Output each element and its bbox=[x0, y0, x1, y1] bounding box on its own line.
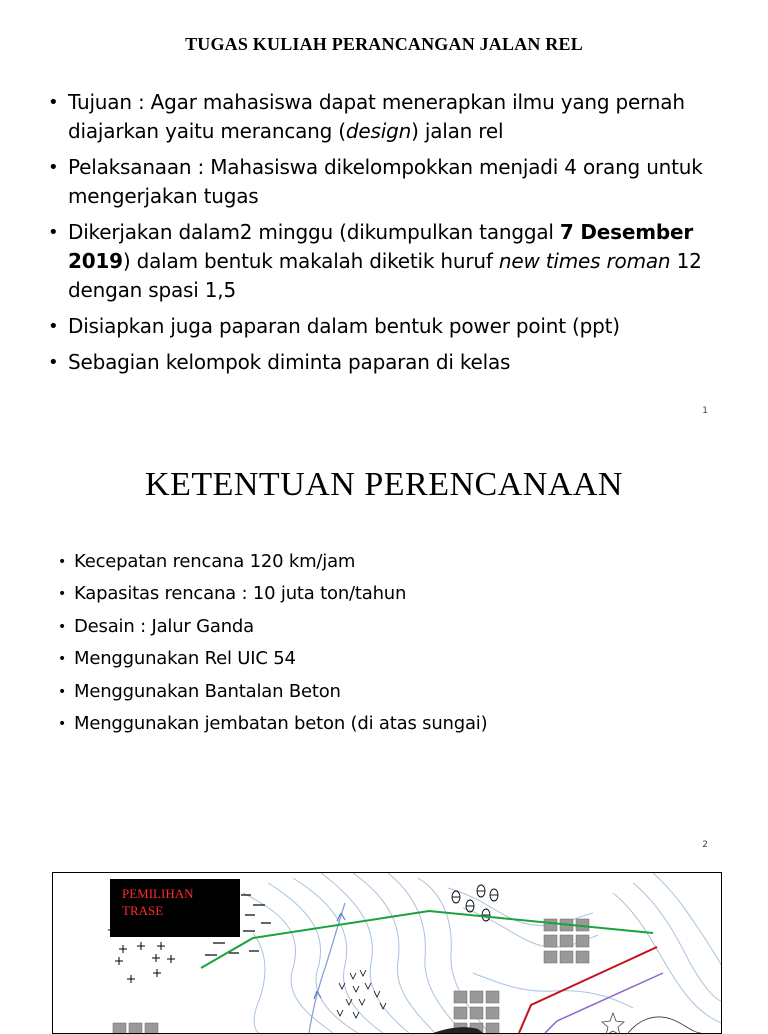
slide-2-title: KETENTUAN PERENCANAAN bbox=[145, 466, 623, 503]
route-map bbox=[52, 872, 722, 1034]
slide-2 bbox=[0, 430, 768, 860]
bullet-paparan-ppt: • Disiapkan juga paparan dalam bentuk power point (ppt) bbox=[48, 312, 748, 341]
slide-1-bullet-list bbox=[48, 88, 748, 384]
bullet-dikerjakan: • Dikerjakan dalam2 minggu (dikumpulkan tanggal 7 Desember 2019) dalam bentuk makalah diketik huruf new times roman 12 dengan spasi 1,5 bbox=[48, 218, 748, 305]
star-icon bbox=[602, 1013, 624, 1033]
map-title-line-2: TRASE bbox=[122, 903, 164, 918]
map-title-label bbox=[110, 879, 240, 937]
slide-1-title: TUGAS KULIAH PERANCANGAN JALAN REL bbox=[185, 34, 583, 54]
map-title-line-1: PEMILIHAN bbox=[122, 886, 194, 901]
page-number: 1 bbox=[702, 406, 708, 416]
vegetation-symbols bbox=[337, 970, 386, 1018]
list-item: • Menggunakan Rel UIC 54 bbox=[58, 647, 718, 671]
bullet-pelaksanaan: • Pelaksanaan : Mahasiswa dikelompokkan menjadi 4 orang untuk mengerjakan tugas bbox=[48, 153, 748, 211]
river-arrow-icon bbox=[314, 991, 321, 999]
list-item: • Menggunakan Bantalan Beton bbox=[58, 680, 718, 704]
page-number: 2 bbox=[702, 840, 708, 850]
list-item: • Kapasitas rencana : 10 juta ton/tahun bbox=[58, 582, 718, 606]
slide-3 bbox=[0, 860, 768, 1024]
bullet-paparan-kelas: • Sebagian kelompok diminta paparan di kelas bbox=[48, 348, 748, 377]
list-item: • Desain : Jalur Ganda bbox=[58, 615, 718, 639]
list-item: • Menggunakan jembatan beton (di atas sungai) bbox=[58, 712, 718, 736]
slide-1 bbox=[0, 0, 768, 430]
slide-2-bullet-list bbox=[58, 550, 718, 744]
list-item: • Kecepatan rencana 120 km/jam bbox=[58, 550, 718, 574]
area-outline bbox=[628, 1017, 701, 1033]
bullet-tujuan: • Tujuan : Agar mahasiswa dapat menerapkan ilmu yang pernah diajarkan yaitu merancang (design) jalan rel bbox=[48, 88, 748, 146]
